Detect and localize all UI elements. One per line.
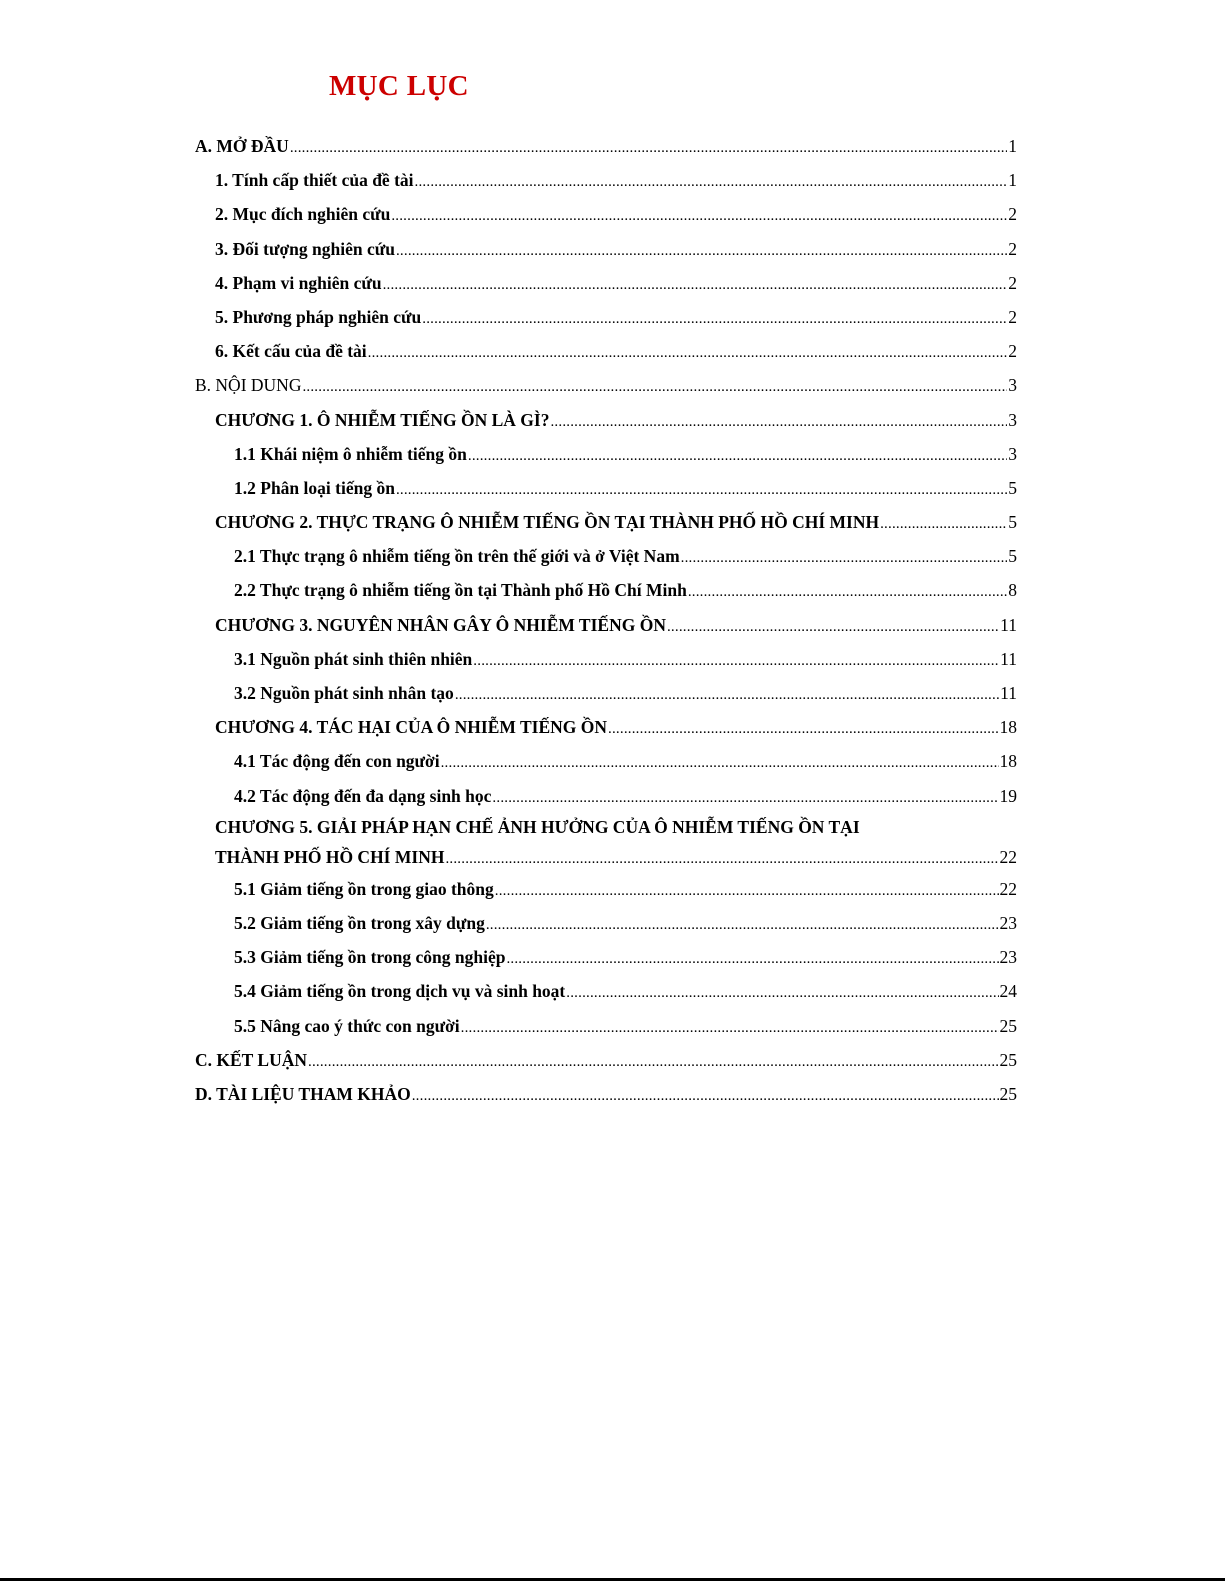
toc-entry-label: 6. Kết cấu của đề tài: [215, 341, 367, 362]
toc-dot-leader: [492, 779, 998, 815]
toc-entry[interactable]: [195, 266, 1017, 300]
toc-entry-label: CHƯƠNG 3. NGUYÊN NHÂN GÂY Ô NHIỄM TIẾNG ỒN: [215, 614, 666, 635]
toc-dot-leader: [415, 163, 1008, 199]
page-title: MỤC LỤC: [329, 70, 469, 102]
toc-dot-leader: [681, 539, 1008, 575]
toc-dot-leader: [368, 334, 1008, 370]
toc-entry-label: 5.3 Giảm tiếng ồn trong công nghiệp: [234, 947, 506, 968]
toc-entry-label: D. TÀI LIỆU THAM KHẢO: [195, 1083, 411, 1104]
toc-page-number: 1: [1008, 170, 1017, 191]
toc-entry-label: B. NỘI DUNG: [195, 375, 302, 396]
toc-entry[interactable]: [195, 744, 1017, 778]
toc-entry[interactable]: [195, 573, 1017, 607]
toc-dot-leader: [667, 608, 999, 644]
toc-entry[interactable]: [195, 940, 1017, 974]
toc-entry[interactable]: [195, 974, 1017, 1008]
toc-page-number: 25: [999, 1083, 1017, 1104]
toc-entry-label: CHƯƠNG 4. TÁC HẠI CỦA Ô NHIỄM TIẾNG ỒN: [215, 717, 608, 738]
toc-page-number: 11: [1000, 648, 1017, 669]
toc-page-number: 22: [999, 878, 1017, 899]
toc-entry-label: CHƯƠNG 1. Ô NHIỄM TIẾNG ỒN LÀ GÌ?: [215, 409, 550, 430]
toc-dot-leader: [455, 676, 999, 712]
toc-entry-label: 2. Mục đích nghiên cứu: [215, 204, 391, 225]
toc-entry-label: 5. Phương pháp nghiên cứu: [215, 306, 422, 327]
toc-page-number: 2: [1008, 272, 1017, 293]
toc-entry-label: 1.1 Khái niệm ô nhiễm tiếng ồn: [234, 443, 467, 464]
toc-page-number: 2: [1008, 306, 1017, 327]
toc-dot-leader: [608, 710, 998, 746]
toc-page-number: 23: [999, 947, 1017, 968]
toc-entry-label: 5.1 Giảm tiếng ồn trong giao thông: [234, 878, 494, 899]
toc-entry-label: A. MỞ ĐẦU: [195, 136, 289, 156]
toc-entry[interactable]: [195, 813, 1017, 872]
toc-entry[interactable]: [195, 334, 1017, 368]
toc-entry-label: 5.5 Nâng cao ý thức con người: [234, 1015, 460, 1036]
toc-entry-label: 3.2 Nguồn phát sinh nhân tạo: [234, 683, 454, 703]
toc-entry-label: 1.2 Phân loại tiếng ồn: [234, 477, 395, 498]
toc-entry-label: 5.2 Giảm tiếng ồn trong xây dựng: [234, 912, 485, 933]
toc-dot-leader: [566, 974, 998, 1010]
toc-dot-leader: [396, 232, 1007, 268]
toc-page-number: 3: [1008, 409, 1017, 430]
toc-dot-leader: [383, 266, 1008, 302]
toc-entry[interactable]: [195, 471, 1017, 505]
toc-entry-label: 3.1 Nguồn phát sinh thiên nhiên: [234, 648, 473, 669]
toc-entry-label-continued: THÀNH PHỐ HỒ CHÍ MINH: [215, 846, 445, 867]
toc-page-number: 11: [1000, 614, 1017, 635]
toc-page-number: 19: [999, 785, 1017, 806]
toc-dot-leader: [473, 642, 999, 678]
toc-dot-leader: [688, 573, 1007, 609]
toc-entry[interactable]: [195, 129, 1017, 163]
toc-entry[interactable]: [195, 1009, 1017, 1043]
toc-entry-label: 4.1 Tác động đến con người: [234, 751, 440, 772]
toc-entry[interactable]: [195, 437, 1017, 471]
toc-entry[interactable]: [195, 539, 1017, 573]
toc-dot-leader: [290, 129, 1007, 165]
toc-entry[interactable]: [195, 1043, 1017, 1077]
toc-entry[interactable]: [195, 368, 1017, 402]
toc-entry[interactable]: [195, 710, 1017, 744]
toc-page-number: 2: [1008, 341, 1017, 362]
toc-page-number: 5: [1008, 546, 1017, 567]
toc-entry[interactable]: [195, 505, 1017, 539]
toc-dot-leader: [441, 744, 999, 780]
toc-entry[interactable]: [195, 300, 1017, 334]
toc-dot-leader: [412, 1077, 999, 1113]
toc-dot-leader: [302, 368, 1007, 404]
toc-entry[interactable]: [195, 642, 1017, 676]
toc-dot-leader: [468, 437, 1007, 473]
toc-page-number: 2: [1008, 204, 1017, 225]
toc-dot-leader: [445, 842, 998, 874]
toc-entry[interactable]: [195, 1077, 1017, 1111]
toc-page-number: 5: [1008, 477, 1017, 498]
toc-entry-label: 5.4 Giảm tiếng ồn trong dịch vụ và sinh hoạt: [234, 981, 566, 1002]
toc-page-number: 25: [999, 1049, 1017, 1070]
toc-entry[interactable]: [195, 676, 1017, 710]
toc-entry-label: 4.2 Tác động đến đa dạng sinh học: [234, 785, 492, 806]
toc-entry[interactable]: [195, 163, 1017, 197]
toc-entry-label: 3. Đối tượng nghiên cứu: [215, 238, 395, 259]
toc-entry-label: C. KẾT LUẬN: [195, 1049, 307, 1070]
toc-entry[interactable]: [195, 872, 1017, 906]
toc-page-number: 18: [999, 717, 1017, 738]
toc-page-number: 2: [1008, 238, 1017, 259]
toc-page-number: 24: [999, 981, 1017, 1002]
toc-entry[interactable]: [195, 608, 1017, 642]
toc-page-number: 23: [999, 912, 1017, 933]
toc-page-number: 8: [1008, 580, 1017, 601]
toc-dot-leader: [391, 197, 1007, 233]
toc-entry-label: 1. Tính cấp thiết của đề tài: [215, 170, 414, 191]
toc-entry-label: 2.2 Thực trạng ô nhiễm tiếng ồn tại Thành phố Hồ Chí Minh: [234, 580, 687, 601]
page-bottom-border: [0, 1578, 1225, 1581]
toc-entry[interactable]: [195, 906, 1017, 940]
toc-dot-leader: [880, 505, 1007, 541]
toc-entry-label: CHƯƠNG 5. GIẢI PHÁP HẠN CHẾ ẢNH HƯỞNG CỦA Ô NHIỄM TIẾNG ỒN TẠI: [215, 816, 860, 837]
toc-entry[interactable]: [195, 779, 1017, 813]
toc-dot-leader: [422, 300, 1007, 336]
toc-page-number: 5: [1008, 512, 1017, 533]
toc-entry[interactable]: [195, 232, 1017, 266]
toc-page-number: 22: [999, 846, 1017, 867]
toc-entry-label: CHƯƠNG 2. THỰC TRẠNG Ô NHIỄM TIẾNG ỒN TẠI THÀNH PHỐ HỒ CHÍ MINH: [215, 512, 880, 533]
toc-page-number: 11: [1000, 683, 1017, 703]
toc-page-number: 3: [1008, 375, 1017, 396]
toc-page-number: 3: [1008, 443, 1017, 464]
toc-dot-leader: [506, 940, 998, 976]
toc-dot-leader: [396, 471, 1007, 507]
toc-page-number: 1: [1008, 136, 1017, 156]
toc-entry[interactable]: [195, 403, 1017, 437]
toc-dot-leader: [550, 403, 1007, 439]
toc-entry[interactable]: [195, 197, 1017, 231]
toc-dot-leader: [308, 1043, 999, 1079]
toc-entry-label: 4. Phạm vi nghiên cứu: [215, 272, 382, 293]
table-of-contents: [195, 129, 1017, 1111]
toc-page-number: 25: [999, 1015, 1017, 1036]
toc-page-number: 18: [999, 751, 1017, 772]
toc-dot-leader: [486, 906, 999, 942]
toc-entry-label: 2.1 Thực trạng ô nhiễm tiếng ồn trên thế giới và ở Việt Nam: [234, 546, 680, 567]
toc-dot-leader: [495, 872, 999, 908]
toc-dot-leader: [461, 1009, 999, 1045]
